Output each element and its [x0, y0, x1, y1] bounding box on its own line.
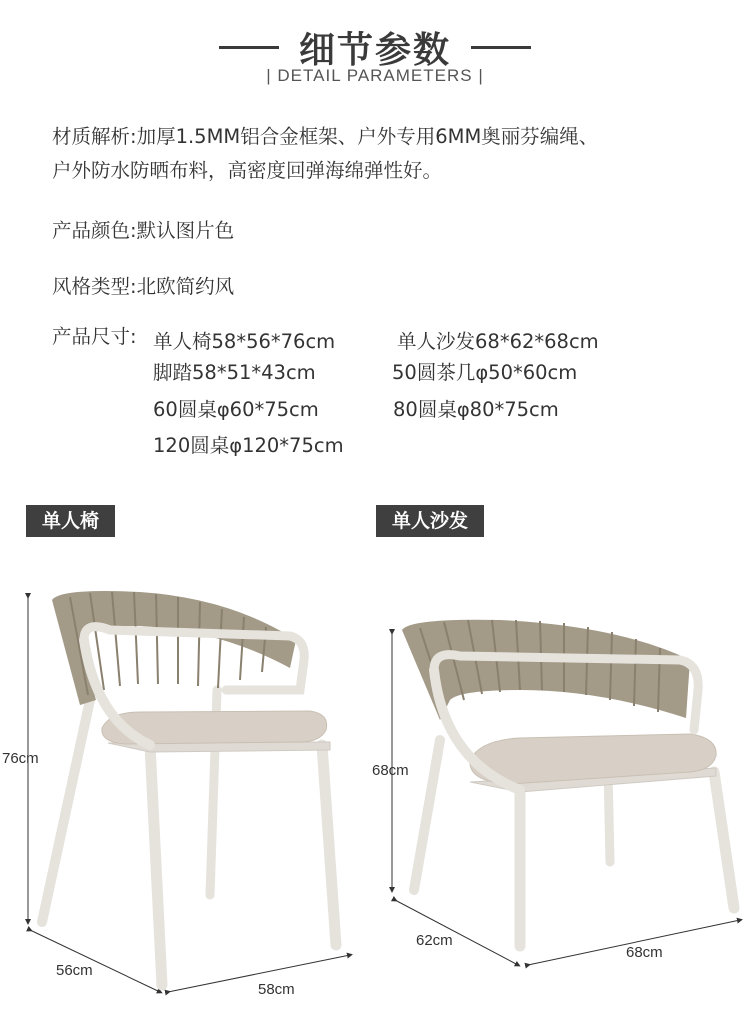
material-line-1: 材质解析:加厚1.5MM铝合金框架、户外专用6MM奥丽芬编绳、: [52, 125, 599, 148]
chair-illustration: [42, 591, 336, 985]
page-title-text: 细节参数: [298, 30, 451, 71]
sofa-width-label: 68cm: [626, 944, 663, 961]
size-item-footstool: 脚踏58*51*43cm: [153, 361, 316, 384]
chair-height-label: 76cm: [2, 750, 39, 767]
chair-tag: 单人椅: [26, 505, 115, 537]
size-item-chair: 单人椅58*56*76cm: [153, 330, 336, 353]
size-item-table-60: 60圆桌φ60*75cm: [153, 398, 319, 421]
size-item-table-120: 120圆桌φ120*75cm: [153, 434, 344, 457]
style-line: 风格类型:北欧简约风: [52, 275, 235, 298]
sofa-height-label: 68cm: [372, 762, 409, 779]
size-item-tea-table: 50圆茶几φ50*60cm: [392, 361, 578, 384]
sofa-depth-label: 62cm: [416, 932, 453, 949]
size-label: 产品尺寸:: [52, 325, 137, 348]
material-line-2: 户外防水防晒布料，高密度回弹海绵弹性好。: [52, 159, 443, 182]
chair-depth-label: 56cm: [56, 962, 93, 979]
size-item-sofa: 单人沙发68*62*68cm: [397, 330, 599, 353]
color-line: 产品颜色:默认图片色: [52, 219, 235, 242]
size-item-table-80: 80圆桌φ80*75cm: [393, 398, 559, 421]
sofa-tag: 单人沙发: [376, 505, 484, 537]
chair-width-label: 58cm: [258, 981, 295, 998]
page-subtitle: | DETAIL PARAMETERS |: [266, 66, 484, 85]
sofa-illustration: [402, 620, 734, 946]
